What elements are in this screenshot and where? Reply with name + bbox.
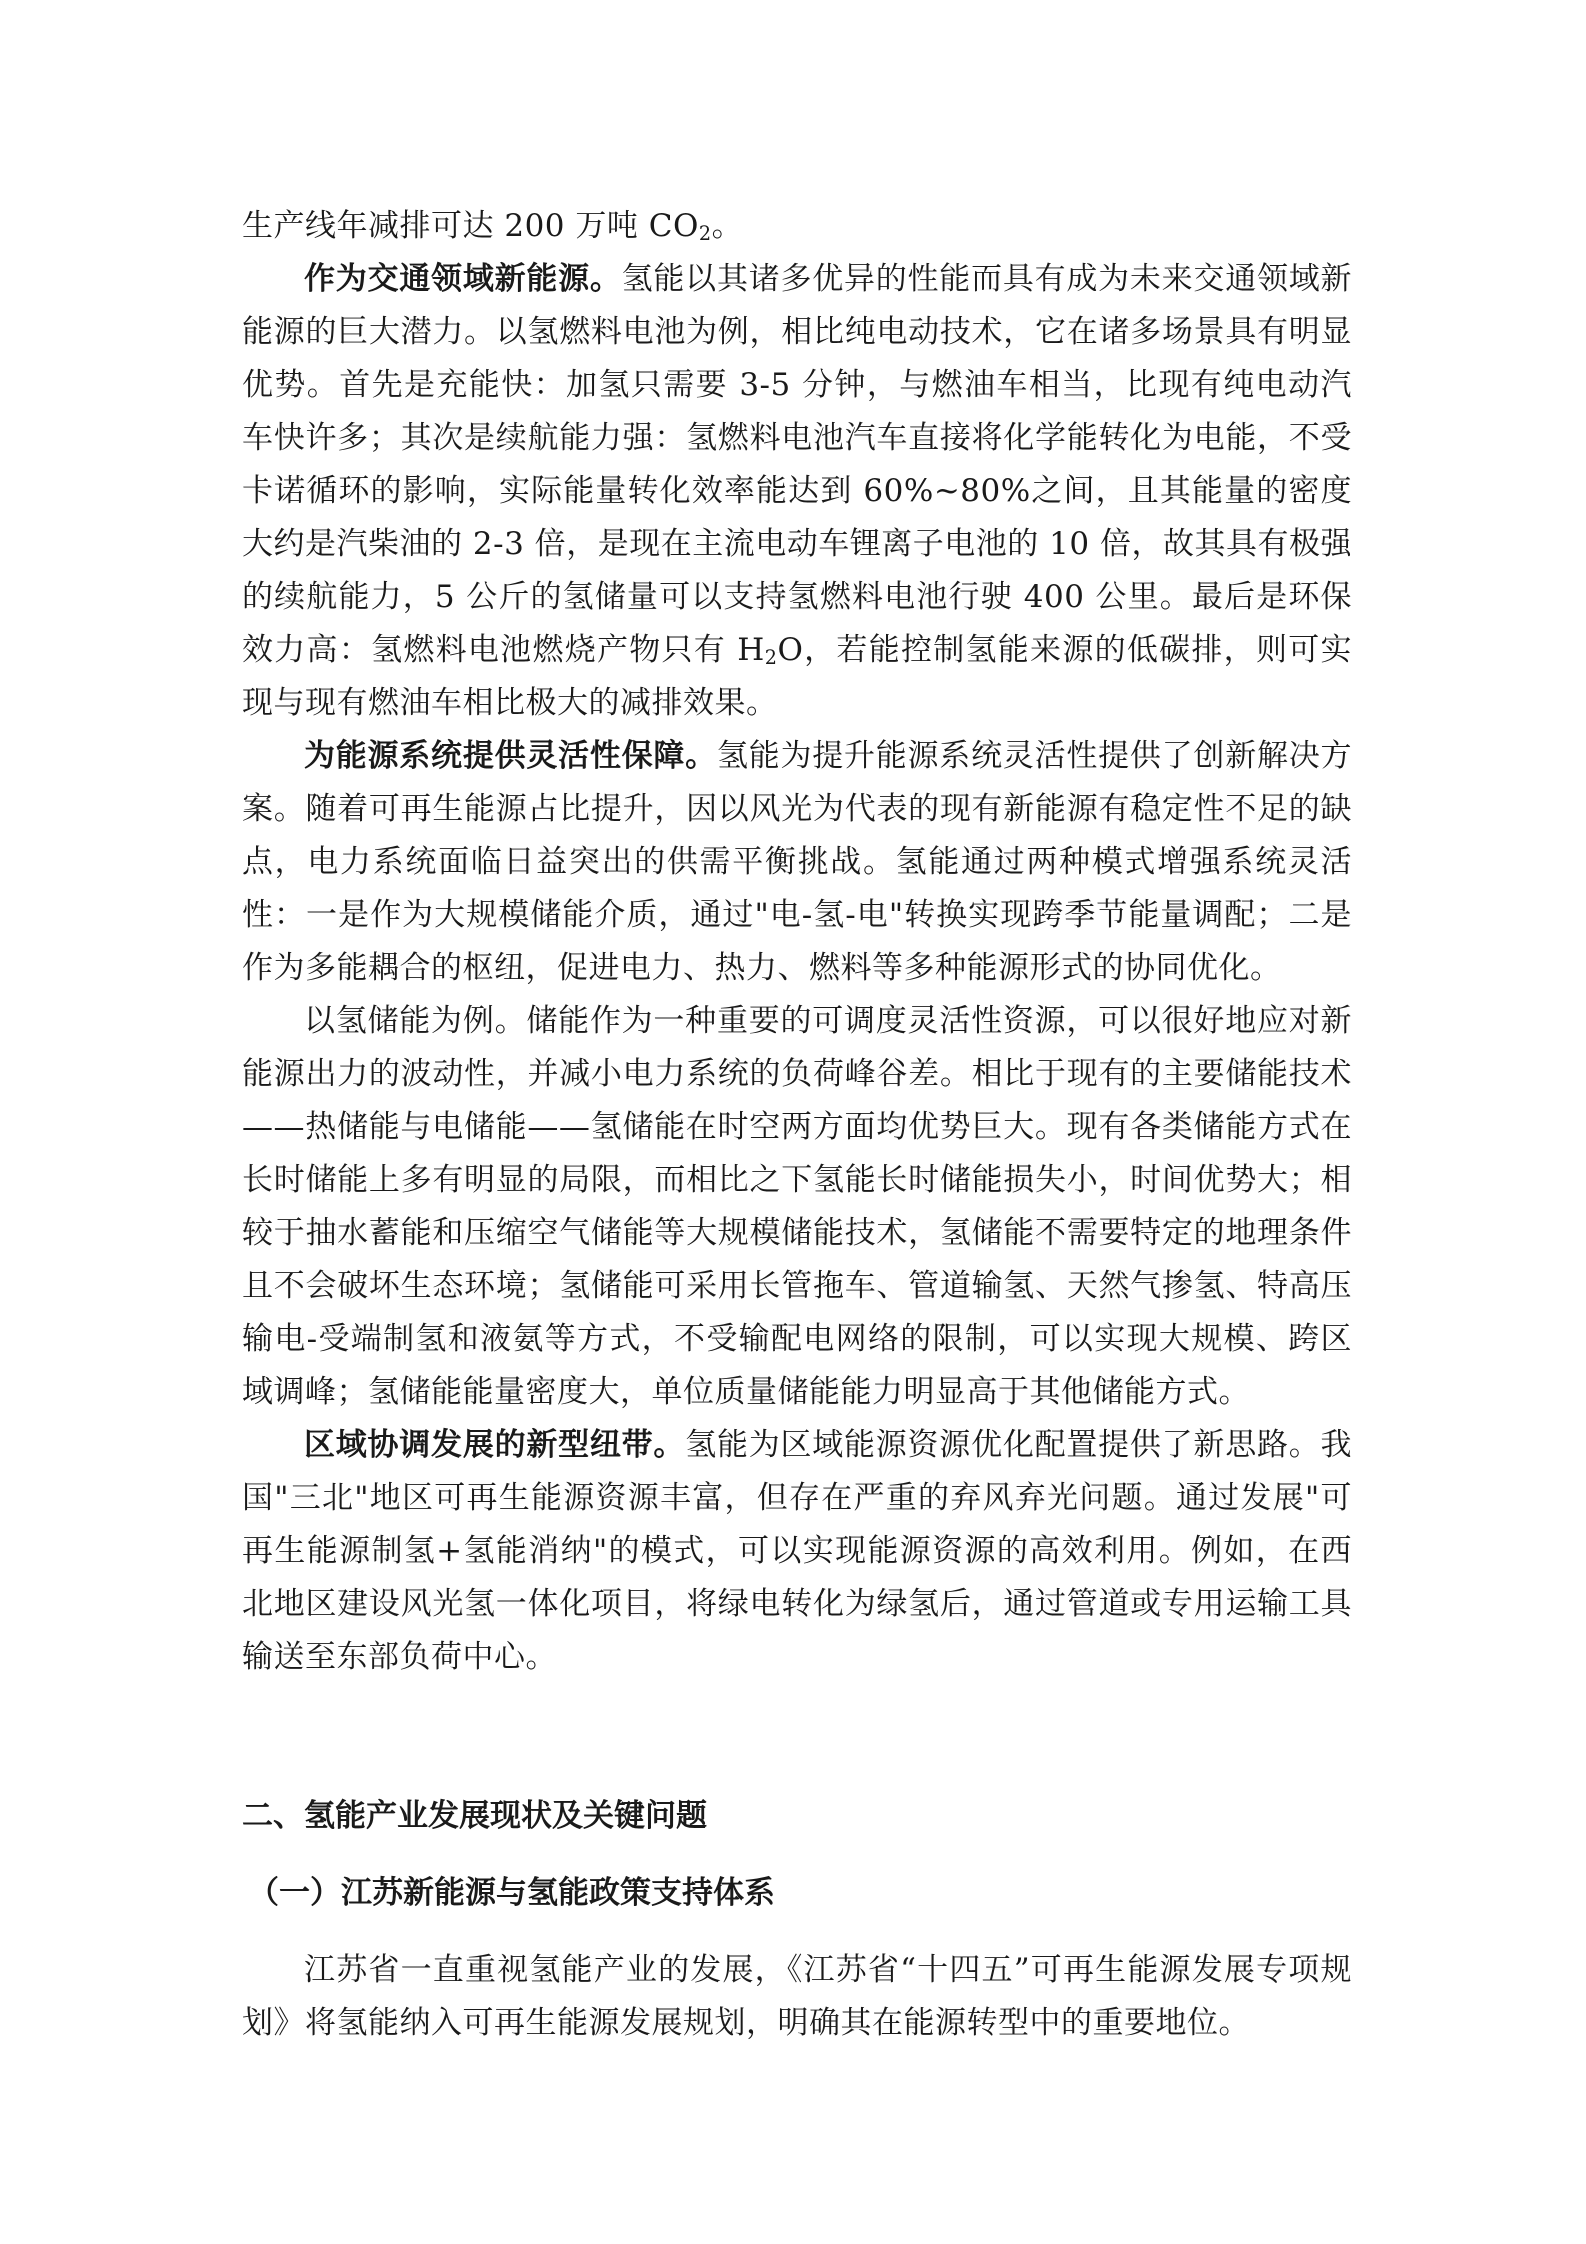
paragraph-lead: 区域协调发展的新型纽带。 <box>304 1427 686 1463</box>
text-run: 氢能为提升能源系统灵活性提供了创新解决方案。随着可再生能源占比提升，因以风光为代表的现有新能源有稳定性不足的缺点，电力系统面临日益突出的供需平衡挑战。氢能通过两种模式增强系统灵活性：一是作为大规模储能介质，通过"电-氢-电"转换实现跨季节能量调配；二是作为多能耦合的枢纽，促进电力、热力、燃料等多种能源形式的协同优化。 <box>242 738 1352 986</box>
section-heading: 二、氢能产业发展现状及关键问题 <box>242 1798 707 1834</box>
text-run: O，若能控制氢能来源的低碳排，则可实现与现有燃油车相比极大的减排效果。 <box>242 632 1353 721</box>
text-run: 。 <box>711 208 744 244</box>
heading-spacer <box>242 1920 1352 1944</box>
paragraph-flexibility <box>242 730 1352 995</box>
section-spacer <box>242 1684 1352 1790</box>
paragraph-jiangsu-policy <box>242 1944 1352 2050</box>
paragraph-lead: 为能源系统提供灵活性保障。 <box>304 738 717 774</box>
text-run: 江苏省一直重视氢能产业的发展，《江苏省“十四五”可再生能源发展专项规划》将氢能纳入可再生能源发展规划，明确其在能源转型中的重要地位。 <box>242 1952 1352 2041</box>
text-run: 以氢储能为例。储能作为一种重要的可调度灵活性资源，可以很好地应对新能源出力的波动性，并减小电力系统的负荷峰谷差。相比于现有的主要储能技术——热储能与电储能——氢储能在时空两方面均优势巨大。现有各类储能方式在长时储能上多有明显的局限，而相比之下氢能长时储能损失小，时间优势大；相较于抽水蓄能和压缩空气储能等大规模储能技术，氢储能不需要特定的地理条件且不会破坏生态环境；氢储能可采用长管拖车、管道输氢、天然气掺氢、特高压输电-受端制氢和液氨等方式，不受输配电网络的限制，可以实现大规模、跨区域调峰；氢储能能量密度大，单位质量储能能力明显高于其他储能方式。 <box>242 1003 1352 1410</box>
paragraph-hydrogen-storage <box>242 995 1352 1419</box>
paragraph-transport <box>242 253 1352 730</box>
paragraph-continuation <box>242 200 1352 253</box>
text-run: 氢能为区域能源资源优化配置提供了新思路。我国"三北"地区可再生能源资源丰富，但存在严重的弃风弃光问题。通过发展"可再生能源制氢+氢能消纳"的模式，可以实现能源资源的高效利用。例如，在西北地区建设风光氢一体化项目，将绿电转化为绿氢后，通过管道或专用运输工具输送至东部负荷中心。 <box>242 1427 1352 1675</box>
heading-spacer <box>242 1843 1352 1867</box>
paragraph-lead: 作为交通领域新能源。 <box>304 261 622 297</box>
text-run: 生产线年减排可达 200 万吨 CO <box>242 208 699 244</box>
subscript: 2 <box>698 221 712 245</box>
subsection-heading: （一）江苏新能源与氢能政策支持体系 <box>248 1875 775 1911</box>
subscript: 2 <box>764 645 778 669</box>
paragraph-regional <box>242 1419 1352 1684</box>
body-text <box>242 200 1352 2050</box>
text-run: 氢能以其诸多优异的性能而具有成为未来交通领域新能源的巨大潜力。以氢燃料电池为例，相比纯电动技术，它在诸多场景具有明显优势。首先是充能快：加氢只需要 3-5 分钟，与燃油车相当，比现有纯电动汽车快许多；其次是续航能力强：氢燃料电池汽车直接将化学能转化为电能，不受卡诺循环的影响，实际能量转化效率能达到 60%~80%之间，且其能量的密度大约是汽柴油的 2-3 倍，是现在主流电动车锂离子电池的 10 倍，故其具有极强的续航能力，5 公斤的氢储量可以支持氢燃料电池行驶 400 公里。最后是环保效力高：氢燃料电池燃烧产物只有 H <box>242 261 1352 668</box>
